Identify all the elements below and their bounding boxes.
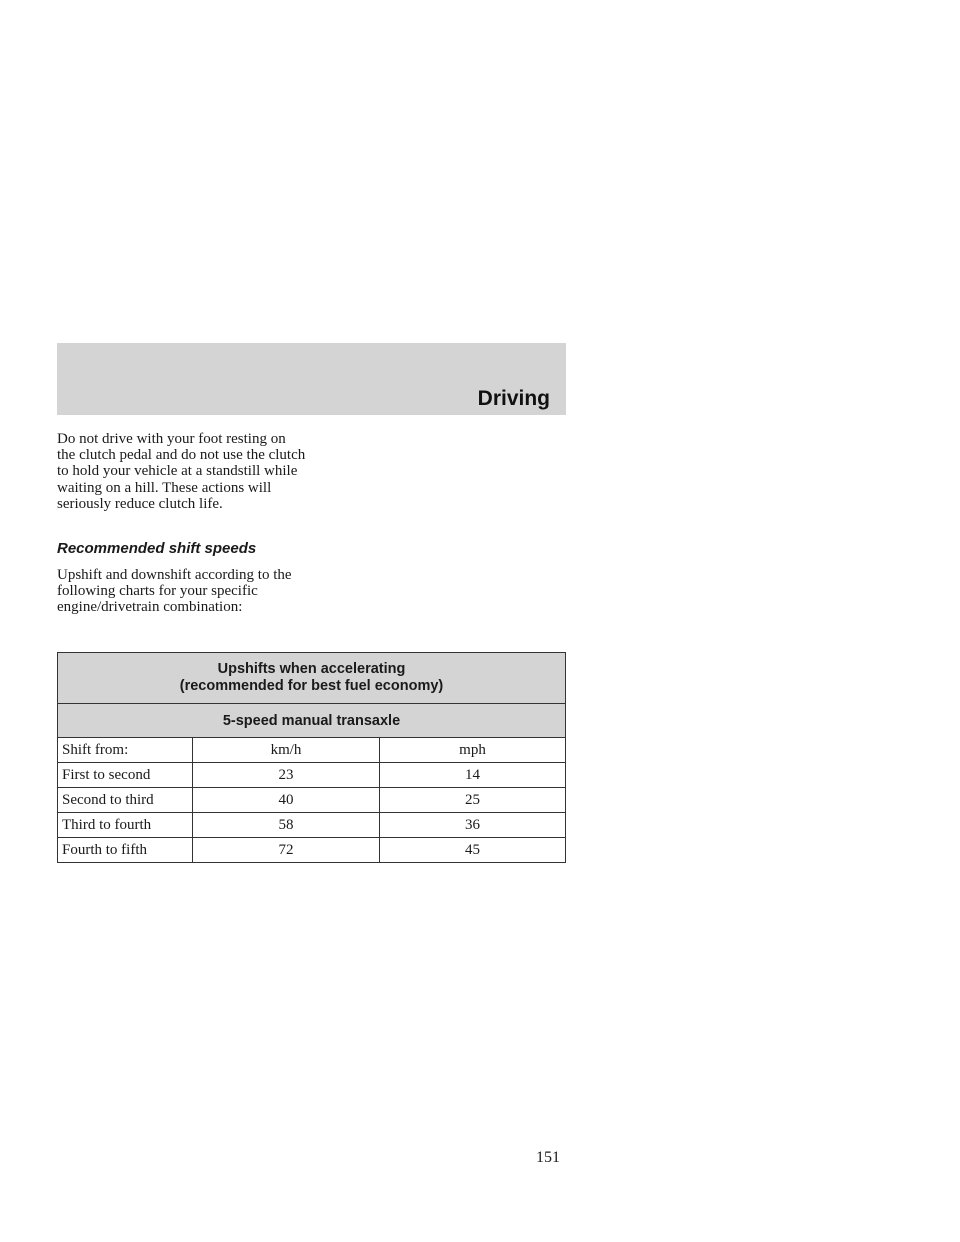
- section-header-band: [57, 343, 566, 415]
- shift-instructions-paragraph: Upshift and downshift according to the following charts for your specific engine/drivetrain combination:: [57, 567, 292, 616]
- clutch-warning-paragraph: Do not drive with your foot resting on the clutch pedal and do not use the clutch to hold your vehicle at a standstill while waiting on a hill. These actions will seriously reduce clutch life.: [57, 431, 306, 512]
- row-kmh-value: 58: [193, 813, 380, 838]
- table-header-row: [58, 738, 566, 763]
- column-header-mph: mph: [380, 738, 566, 763]
- table-subtitle: 5-speed manual transaxle: [58, 704, 566, 738]
- row-mph-value: 36: [380, 813, 566, 838]
- table-row: [58, 763, 566, 788]
- column-header-shift-from: Shift from:: [58, 738, 193, 763]
- row-mph-value: 14: [380, 763, 566, 788]
- row-kmh-value: 72: [193, 838, 380, 863]
- table-row: [58, 838, 566, 863]
- recommended-shift-speeds-heading: Recommended shift speeds: [57, 540, 257, 557]
- table-row: [58, 813, 566, 838]
- row-shift-label: Fourth to fifth: [58, 838, 193, 863]
- column-header-kmh: km/h: [193, 738, 380, 763]
- table-row: [58, 788, 566, 813]
- shift-speed-table: [57, 652, 566, 863]
- row-mph-value: 25: [380, 788, 566, 813]
- page-number: 151: [536, 1149, 560, 1166]
- table-title-line-2: (recommended for best fuel economy): [179, 678, 444, 694]
- row-shift-label: First to second: [58, 763, 193, 788]
- row-shift-label: Second to third: [58, 788, 193, 813]
- row-mph-value: 45: [380, 838, 566, 863]
- row-shift-label: Third to fourth: [58, 813, 193, 838]
- section-title: Driving: [477, 387, 550, 410]
- row-kmh-value: 23: [193, 763, 380, 788]
- table-title: [58, 653, 566, 704]
- row-kmh-value: 40: [193, 788, 380, 813]
- table-title-line-1: Upshifts when accelerating: [217, 661, 406, 677]
